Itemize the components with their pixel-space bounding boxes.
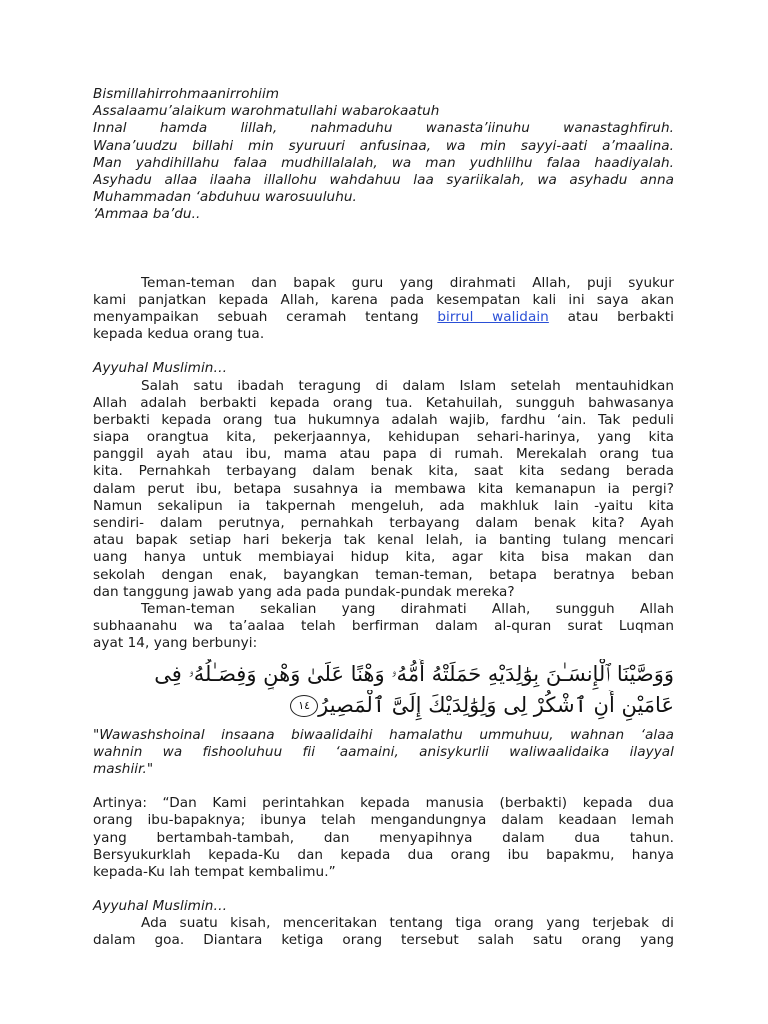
transliteration-line-3: mashiir.": [93, 760, 154, 777]
section-1-p1-line-12: sekolah dengan enak, bayangkan teman-teman, betapa beratnya beban: [93, 566, 674, 583]
section-1-p1-line-2: Allah adalah berbakti kepada orang tua. Ketahuilah, sungguh bahwasanya: [93, 394, 674, 411]
translation-line-4: Bersyukurklah kepada-Ku dan kepada dua orang ibu bapakmu, hanya: [93, 846, 674, 863]
section-1-paragraph-1: [93, 378, 674, 601]
section-1-p1-line-5: panggil ayah atau ibu, mama atau papa di rumah. Merekalah orang tua: [93, 446, 674, 463]
section-1-p1-line-10: atau bapak setiap hari bekerja tak kenal lelah, ia banting tulang mencari: [93, 532, 674, 549]
section-1-p1-line-1: Salah satu ibadah teragung di dalam Islam setelah mentauhidkan: [141, 377, 674, 394]
section-1-p1-line-9: sendiri- dalam perutnya, pernahkah terbayang dalam benak kita? Ayah: [93, 515, 674, 532]
opening-line-8: ‘Ammaa ba’du..: [93, 206, 201, 223]
opening-line-6: Asyhadu allaa ilaaha illallohu wahdahuu laa syariikalah, wa asyhadu anna: [93, 171, 674, 188]
section-1-p1-line-11: uang hanya untuk membiayai hidup kita, agar kita bisa makan dan: [93, 549, 674, 566]
quran-verse-line-2-text: عَامَيْنِ أَنِ ٱشْكُرْ لِى وَلِوَٰلِدَيْكَ إِلَىَّ ٱلْمَصِيرُ: [318, 692, 674, 717]
section-1-heading: Ayyuhal Muslimin…: [93, 360, 228, 377]
section-1-p1-line-6: kita. Pernahkah terbayang dalam benak kita, saat kita sedang berada: [93, 463, 674, 480]
translation-line-2: orang ibu-bapaknya; ibunya telah mengandungnya dalam keadaan lemah: [93, 812, 674, 829]
translation-line-3: yang bertambah-tambah, dan menyapihnya dalam dua tahun.: [93, 829, 674, 846]
section-2: [93, 898, 674, 950]
opening-line-5: Man yahdihillahu falaa mudhillalalah, wa man yudhlilhu falaa haadiyalah.: [93, 154, 674, 171]
translation-line-5: kepada-Ku lah tempat kembalimu.”: [93, 863, 336, 880]
quran-verse-line-1: وَوَصَّيْنَا ٱلْإِنسَـٰنَ بِوَٰلِدَيْهِ حَمَلَتْهُ أُمُّهُۥ وَهْنًا عَلَىٰ وَهْنٍ وَفِصَـٰلُهُۥ فِى: [154, 661, 674, 686]
intro-paragraph: [93, 275, 674, 344]
intro-line-3-post: atau berbakti: [567, 308, 674, 325]
section-2-line-1: Ada suatu kisah, menceritakan tentang tiga orang yang terjebak di: [141, 915, 674, 932]
salam-line: Assalaamu’alaikum warohmatullahi wabarokaatuh: [93, 103, 440, 120]
transliteration-line-2: wahnin wa fishooluhuu fii ‘aamaini, anisykurlii waliwaalidaika ilayyal: [93, 743, 674, 760]
transliteration-line-1: "Wawashshoinal insaana biwaalidaihi hamalathu ummuhuu, wahnan ‘alaa: [93, 726, 674, 743]
section-1: [93, 360, 674, 652]
document-page: [93, 86, 674, 950]
intro-line-4: kepada kedua orang tua.: [93, 326, 265, 343]
birrul-walidain-link[interactable]: birrul walidain: [437, 308, 549, 325]
intro-line-1: Teman-teman dan bapak guru yang dirahmati Allah, puji syukur: [141, 274, 674, 291]
bismillah-line: Bismillahirrohmaanirrohiim: [93, 86, 280, 102]
section-1-paragraph-2: [93, 601, 674, 653]
quran-verse: [93, 653, 674, 727]
section-1-p1-line-7: dalam perut ibu, betapa susahnya ia membawa kita kemanapun ia pergi?: [93, 480, 674, 497]
section-1-p2-line-1: Teman-teman sekalian yang dirahmati Allah, sungguh Allah: [141, 600, 674, 617]
section-1-p1-line-8: Namun sekalipun ia takpernah mengeluh, ada makhluk lain -yaitu kita: [93, 497, 674, 514]
opening-line-3: Innal hamda lillah, nahmaduhu wanasta’iinuhu wanastaghfiruh.: [93, 120, 674, 137]
section-1-p1-line-13: dan tanggung jawab yang ada pada pundak-pundak mereka?: [93, 583, 515, 600]
section-2-paragraph: [93, 915, 674, 949]
translation-block: [93, 795, 674, 881]
section-2-line-2: dalam goa. Diantara ketiga orang tersebut salah satu orang yang: [93, 932, 674, 949]
opening-line-7: Muhammadan ‘abduhuu warosuuluhu.: [93, 189, 357, 206]
quran-verse-line-2: [93, 690, 674, 721]
section-2-heading: Ayyuhal Muslimin…: [93, 898, 228, 915]
section-1-p2-line-3: ayat 14, yang berbunyi:: [93, 635, 258, 652]
section-1-p1-line-4: siapa orangtua kita, pekerjaannya, kehidupan sehari-harinya, yang kita: [93, 429, 674, 446]
intro-line-3-pre: menyampaikan sebuah ceramah tentang: [93, 308, 419, 325]
intro-line-3: [93, 309, 674, 326]
section-1-p2-line-2: subhaanahu wa ta’aalaa telah berfirman dalam al-quran surat Luqman: [93, 618, 674, 635]
opening-block: [93, 86, 674, 224]
section-1-p1-line-3: berbakti kepada orang tua hukumnya adalah wajib, fardhu ‘ain. Tak peduli: [93, 411, 674, 428]
opening-line-4: Wana’uudzu billahi min syuruuri anfusinaa, wa min sayyi-aati a’maalina.: [93, 137, 674, 154]
intro-line-2: kami panjatkan kepada Allah, karena pada kesempatan kali ini saya akan: [93, 291, 674, 308]
translation-line-1: Artinya: “Dan Kami perintahkan kepada manusia (berbakti) kepada dua: [93, 795, 674, 812]
transliteration-block: [93, 727, 674, 779]
ayah-number-mark: ١٤: [290, 695, 318, 717]
